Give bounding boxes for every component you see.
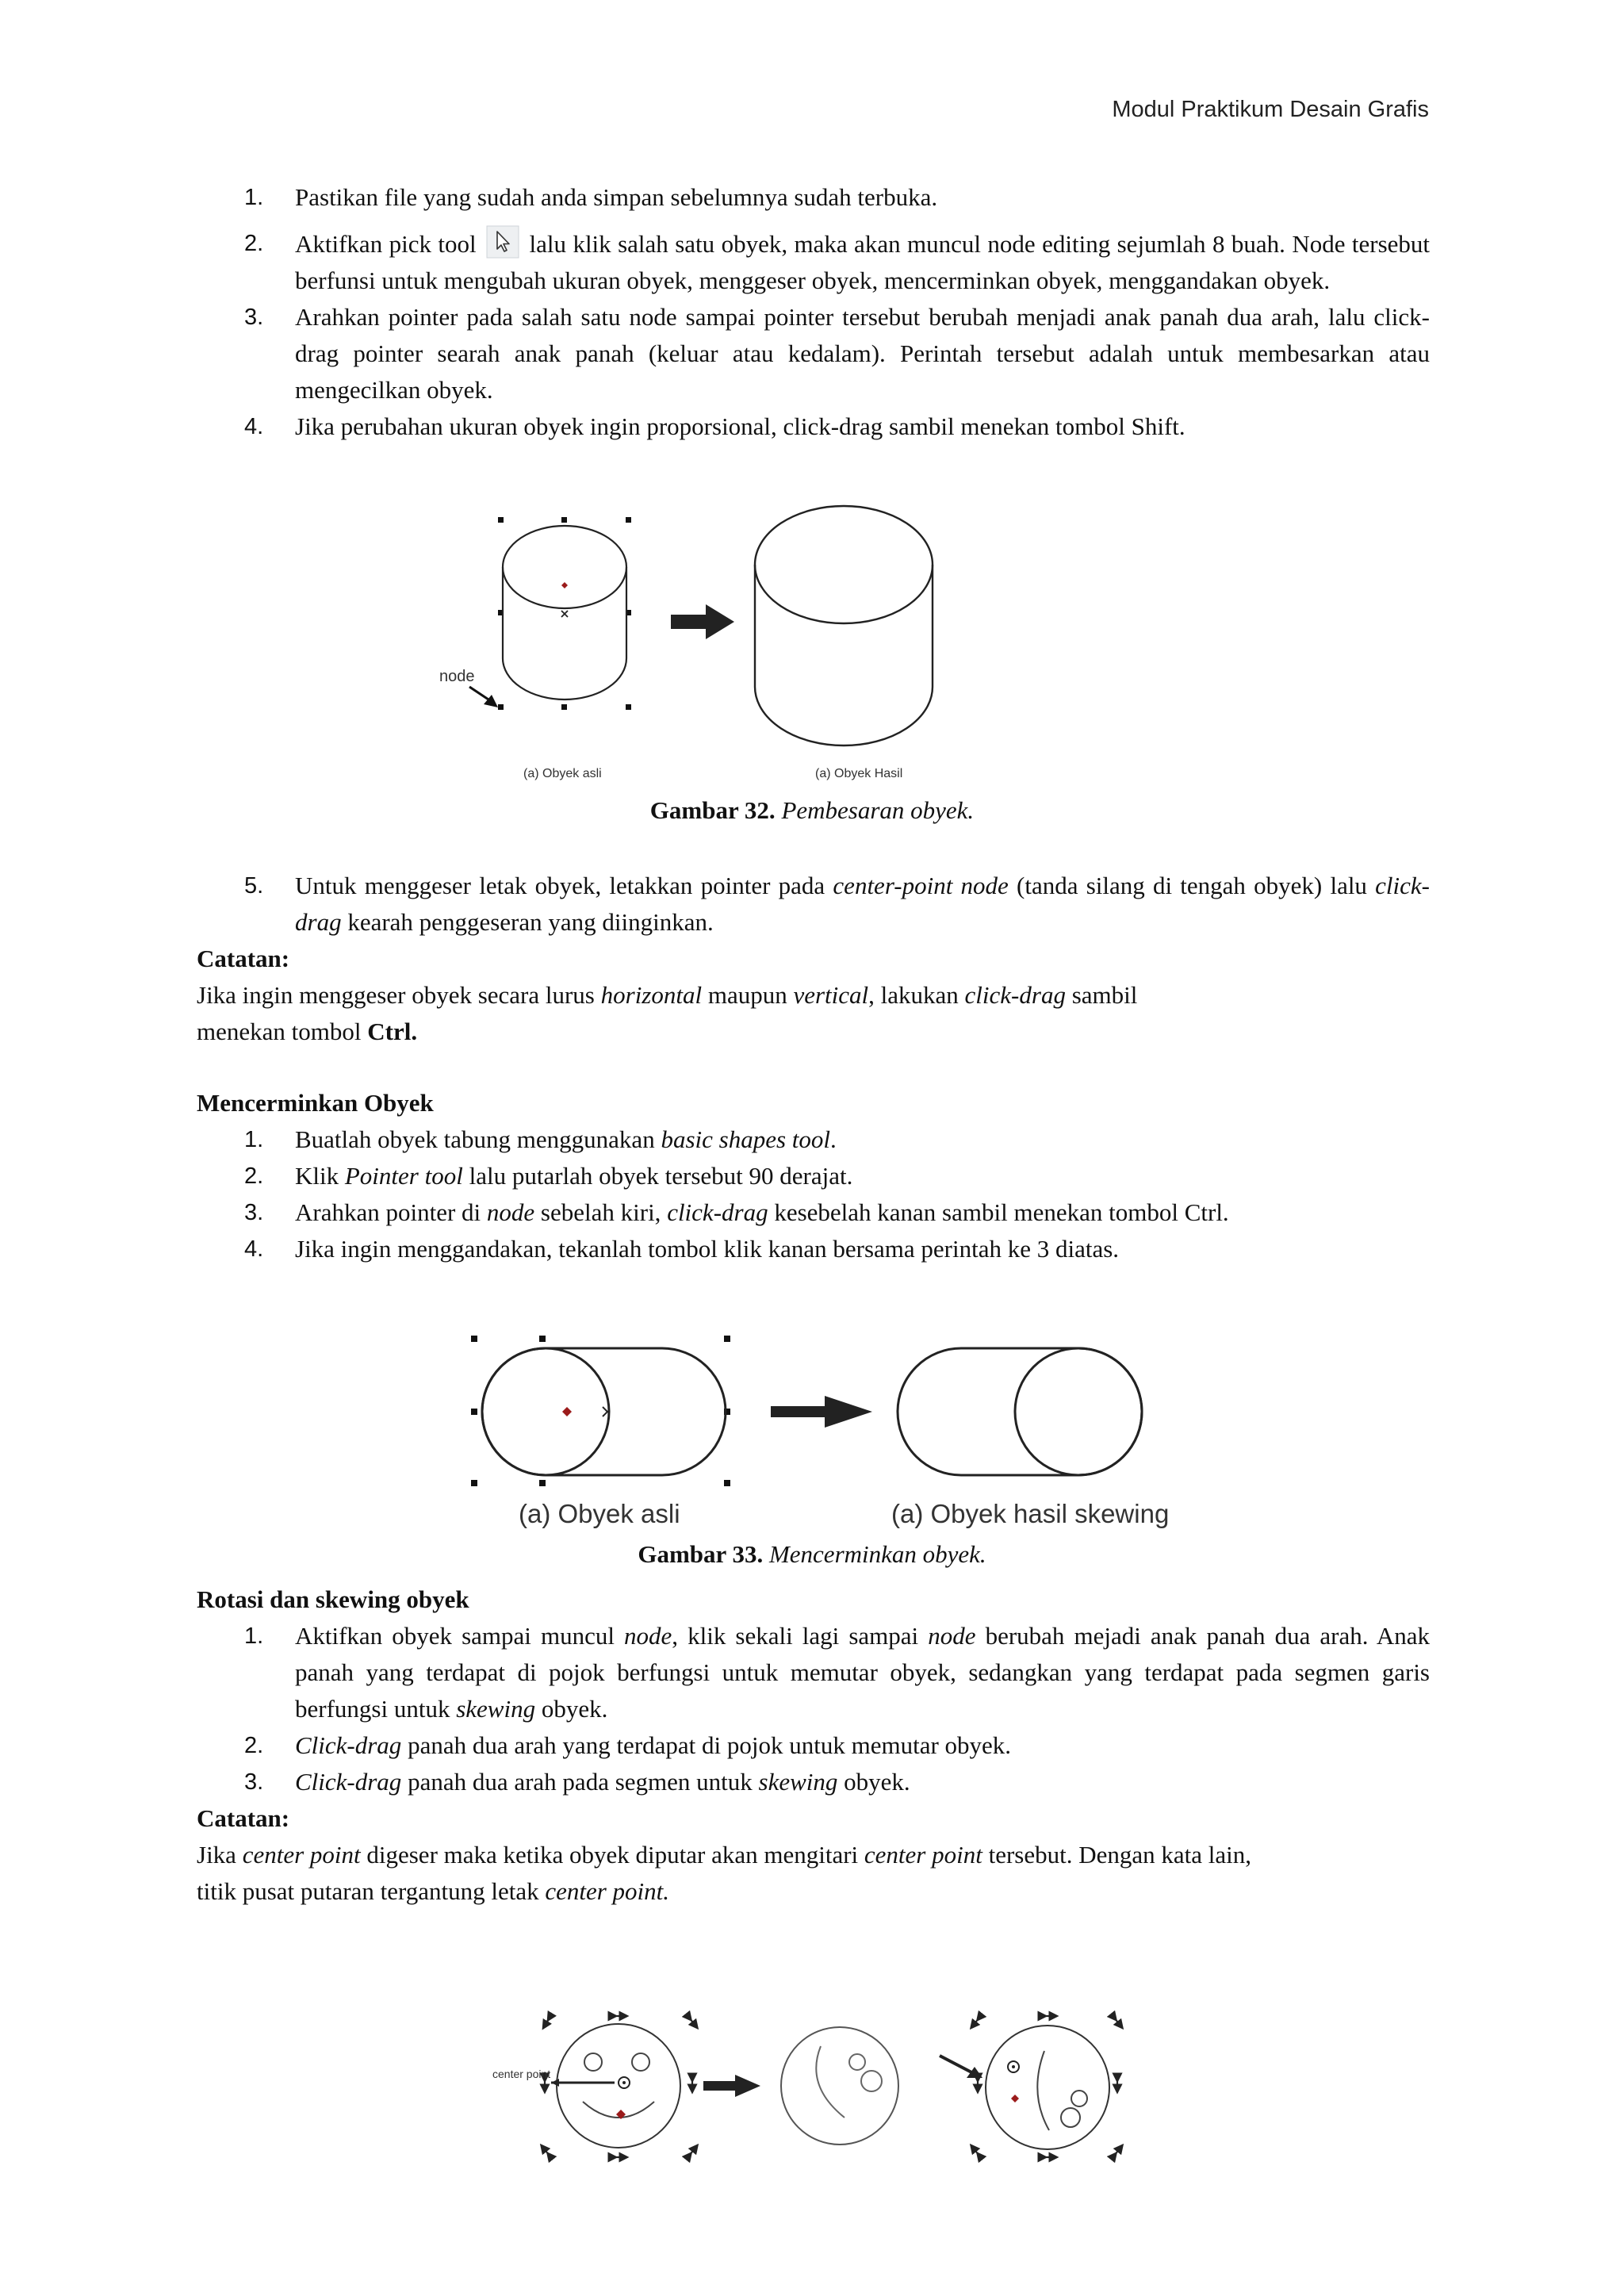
list-item: 4. Jika perubahan ukuran obyek ingin proporsional, click-drag sambil menekan tombol Shift.	[244, 412, 1185, 440]
figure-32-caption: Gambar 32. Pembesaran obyek.	[649, 796, 975, 824]
section-mencerminkan	[197, 1085, 1430, 1267]
fig33-label-left: (a) Obyek asli	[519, 1499, 680, 1528]
section-heading: Rotasi dan skewing obyek	[197, 1585, 469, 1613]
instruction-list-1	[197, 179, 1430, 445]
list-item: 2. Aktifkan pick tool lalu klik salah satu obyek, maka akan muncul node editing sejumlah 8 buah. Node tersebut berfunsi untuk mengubah ukuran obyek, menggeser obyek, mencerminkan obyek, menggandakan obyek.	[197, 225, 1430, 299]
fig32-label-left: (a) Obyek asli	[523, 767, 602, 780]
list-item: 3. Arahkan pointer pada salah satu node sampai pointer tersebut berubah menjadi anak panah dua arah, lalu click-drag pointer searah anak panah (keluar atau kedalam). Perintah tersebut adalah untuk membesarkan atau mengecilkan obyek.	[244, 303, 1430, 404]
fig32-label-right: (a) Obyek Hasil	[815, 767, 903, 780]
note-text: Jika ingin menggeser obyek secara lurus horizontal maupun vertical, lakukan click-drag sambil	[197, 981, 1138, 1009]
note-text: menekan tombol Ctrl.	[197, 1018, 418, 1045]
list-item: 3. Click-drag panah dua arah pada segmen untuk skewing obyek.	[244, 1768, 910, 1796]
running-header: Modul Praktikum Desain Grafis	[1112, 97, 1429, 122]
list-item: 2. Klik Pointer tool lalu putarlah obyek tersebut 90 derajat.	[244, 1162, 853, 1190]
center-point-label: center point	[492, 2068, 551, 2080]
fig33-label-right: (a) Obyek hasil skewing	[891, 1499, 1170, 1528]
list-item: 3. Arahkan pointer di node sebelah kiri, click-drag kesebelah kanan sambil menekan tombol Ctrl.	[244, 1198, 1229, 1226]
figure-32-resize	[428, 500, 999, 785]
figure-33-mirror	[460, 1324, 1189, 1539]
center-point-marker	[562, 1407, 572, 1416]
figure-34-rotate	[488, 1999, 1138, 2197]
list-item: 5. Untuk menggeser letak obyek, letakkan pointer pada center-point node (tanda silang di tengah obyek) lalu click-drag kearah penggeseran yang diinginkan.	[244, 872, 1430, 936]
note-text: titik pusat putaran tergantung letak center point.	[197, 1877, 670, 1905]
section-rotasi	[197, 1581, 1430, 1910]
note-heading: Catatan:	[197, 1804, 290, 1832]
section-heading: Mencerminkan Obyek	[197, 1089, 434, 1117]
instruction-item-5	[197, 868, 1430, 1050]
list-item: 1. Aktifkan obyek sampai muncul node, klik sekali lagi sampai node berubah mejadi anak panah dua arah. Anak panah yang terdapat di pojok berfungsi untuk memutar obyek, sedangkan yang terdapat pada segmen garis berfungsi untuk skewing obyek.	[244, 1622, 1431, 1723]
list-item: 4. Jika ingin menggandakan, tekanlah tombol klik kanan bersama perintah ke 3 diatas.	[244, 1235, 1120, 1263]
list-item: 1. Pastikan file yang sudah anda simpan sebelumnya sudah terbuka.	[244, 183, 938, 211]
center-point-marker	[561, 582, 568, 588]
list-item: 1. Buatlah obyek tabung menggunakan basic shapes tool.	[244, 1125, 837, 1153]
note-heading: Catatan:	[197, 945, 290, 972]
list-item: 2. Click-drag panah dua arah yang terdapat di pojok untuk memutar obyek.	[244, 1731, 1012, 1759]
note-text: Jika center point digeser maka ketika obyek diputar akan mengitari center point tersebut. Dengan kata lain,	[197, 1841, 1251, 1869]
figure-33-caption: Gambar 33. Mencerminkan obyek.	[638, 1540, 986, 1568]
pick-tool-icon	[486, 225, 519, 259]
node-label: node	[439, 668, 475, 685]
